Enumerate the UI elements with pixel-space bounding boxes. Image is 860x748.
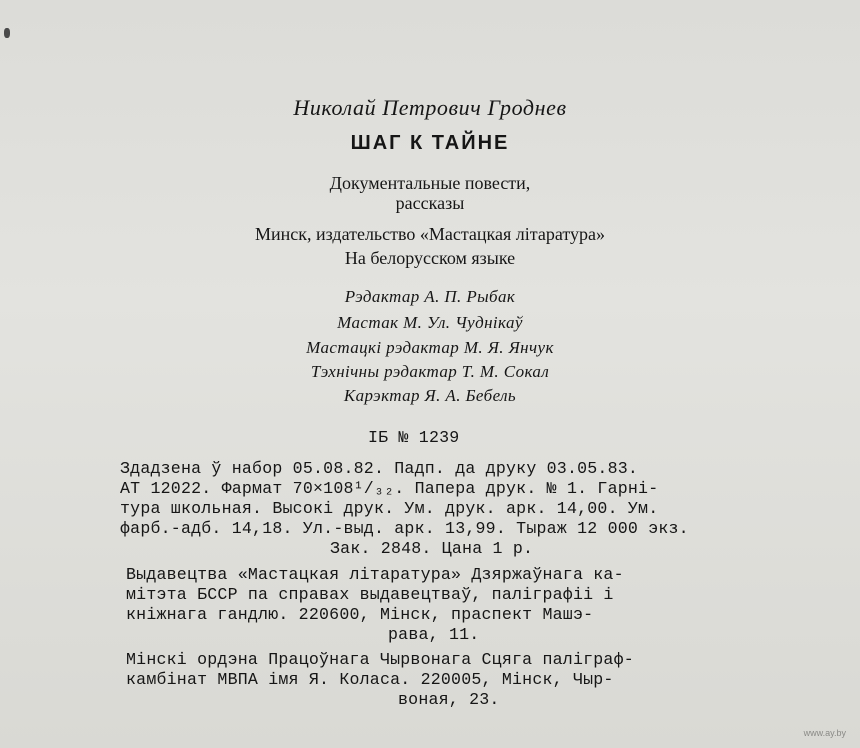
ib-number: ІБ № 1239 bbox=[368, 428, 460, 447]
publisher-detail-line: рава, 11. bbox=[388, 625, 480, 644]
credit-art-editor: Мастацкі рэдактар М. Я. Янчук bbox=[306, 338, 554, 357]
credit-editor: Рэдактар А. П. Рыбак bbox=[344, 287, 516, 306]
genre-line-2: рассказы bbox=[395, 193, 465, 213]
publisher-line: Минск, издательство «Мастацкая літаратура» bbox=[254, 224, 605, 244]
printer-detail-line: Мінскі ордэна Працоўнага Чырвонага Сцяга паліграф- bbox=[126, 650, 634, 669]
book-title: ШАГ К ТАЙНЕ bbox=[350, 132, 510, 154]
credit-proofreader: Карэктар Я. А. Бебель bbox=[343, 386, 517, 405]
print-detail-line: тура школьная. Высокі друк. Ум. друк. арк. 14,00. Ум. bbox=[120, 499, 659, 518]
print-detail-line: Зак. 2848. Цана 1 р. bbox=[330, 539, 534, 558]
print-detail-line: фарб.-адб. 14,18. Ул.-выд. арк. 13,99. Тыраж 12 000 экз. bbox=[120, 519, 689, 538]
publisher-detail-line: кніжнага гандлю. 220600, Мінск, праспект Машэ- bbox=[126, 605, 594, 624]
watermark: www.ay.by bbox=[803, 728, 846, 738]
credit-artist: Мастак М. Ул. Чуднікаў bbox=[337, 313, 523, 332]
author-name: Николай Петрович Гроднев bbox=[293, 95, 567, 120]
printer-detail-line: воная, 23. bbox=[398, 690, 500, 709]
printer-detail-line: камбінат МВПА імя Я. Коласа. 220005, Мінск, Чыр- bbox=[126, 670, 614, 689]
print-detail-line: Здадзена ў набор 05.08.82. Падп. да друку 03.05.83. bbox=[120, 459, 639, 478]
print-detail-line: АТ 12022. Фармат 70×108¹/₃₂. Папера друк. № 1. Гарні- bbox=[120, 479, 659, 498]
language-line: На белорусском языке bbox=[344, 248, 516, 268]
paper-speck bbox=[4, 28, 10, 38]
credit-tech-editor: Тэхнічны рэдактар Т. М. Сокал bbox=[310, 362, 550, 381]
publisher-detail-line: мітэта БССР па справах выдавецтваў, паліграфіі і bbox=[126, 585, 614, 604]
genre-line-1: Документальные повести, bbox=[329, 173, 531, 193]
publisher-detail-line: Выдавецтва «Мастацкая літаратура» Дзяржаўнага ка- bbox=[126, 565, 624, 584]
